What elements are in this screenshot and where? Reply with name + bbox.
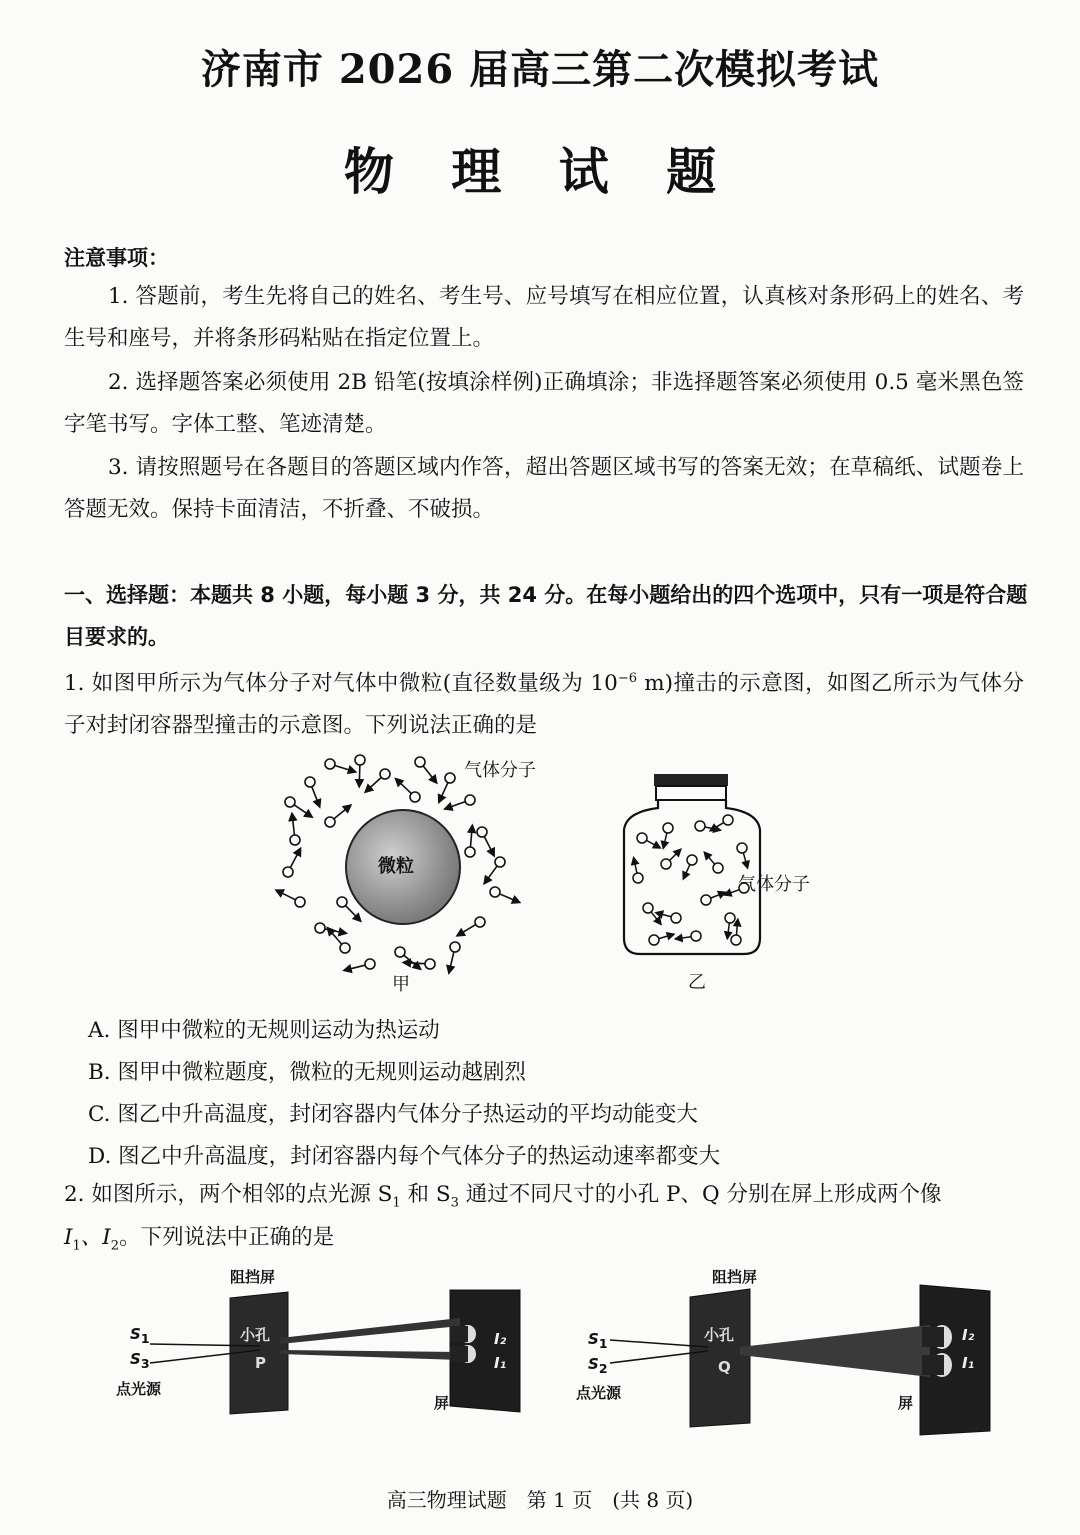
s2-label-left: $S_3$ <box>130 1350 150 1371</box>
page-footer: 高三物理试题 第 1 页 (共 8 页) <box>386 1488 694 1512</box>
screen-label-right: 屏 <box>898 1394 914 1412</box>
image-label-right-2: I₁ <box>962 1354 975 1372</box>
molecule-arrow <box>325 929 347 933</box>
gas-molecule <box>445 773 455 783</box>
hole-label-left: 小孔 <box>240 1326 271 1344</box>
gas-molecule <box>671 913 681 923</box>
gas-molecule <box>295 897 305 907</box>
gas-molecule <box>395 947 405 957</box>
gas-molecule <box>325 759 335 769</box>
q1-option-c: C. 图乙中升高温度，封闭容器内气体分子热运动的平均动能变大 <box>88 1102 698 1127</box>
molecule-arrow <box>292 813 294 835</box>
hole-mark-right: Q <box>718 1358 731 1376</box>
gas-molecule <box>643 903 653 913</box>
molecule-arrow <box>312 787 320 808</box>
molecule-arrow <box>727 923 729 939</box>
gas-molecule <box>725 913 735 923</box>
s1-label-right: $S_1$ <box>588 1330 608 1351</box>
notice-item-2: 2. 选择题答案必须使用 2B 铅笔(按填涂样例)正确填涂；非选择题答案必须使用 0.5 毫米黑色签字笔书写。字体工整、笔迹清楚。 <box>64 370 1024 437</box>
molecule-arrow <box>656 913 671 917</box>
gas-molecule <box>340 943 350 953</box>
figure-yi <box>618 768 768 963</box>
molecule-arrow <box>344 965 365 970</box>
gas-molecule <box>475 917 485 927</box>
molecule-arrow <box>359 765 360 787</box>
barrier-label-right: 阻挡屏 <box>712 1268 758 1286</box>
q1-option-b: B. 图甲中微粒题度，微粒的无规则运动越剧烈 <box>88 1060 526 1085</box>
gas-molecule <box>663 823 673 833</box>
molecule-arrow <box>449 952 454 973</box>
gas-molecule <box>649 935 659 945</box>
gas-molecule <box>450 942 460 952</box>
notice-item-1: 1. 答题前，考生先将自己的姓名、考生号、应号填写在相应位置，认真核对条形码上的姓名、考生号和座号，并将条形码粘贴在指定位置上。 <box>64 284 1024 351</box>
exam-title: 济南市 2026 届高三第二次模拟考试 <box>200 46 880 93</box>
q1-stem: 1. 如图甲所示为气体分子对气体中微粒(直径数量级为 $10^{-6}$ m)撞击的示意图，如图乙所示为气体分子对封闭容器型撞击的示意图。下列说法正确的是 <box>64 671 1024 739</box>
gas-molecule <box>661 859 671 869</box>
molecule-arrow <box>659 934 674 938</box>
molecule-arrow <box>294 805 312 817</box>
gas-molecule <box>737 843 747 853</box>
molecule-arrow <box>276 890 296 900</box>
gas-molecule <box>305 777 315 787</box>
molecule-arrow <box>457 925 476 936</box>
s1-label-left: $S_1$ <box>130 1325 150 1346</box>
molecule-arrow <box>470 825 472 847</box>
molecule-arrow <box>500 894 520 903</box>
molecule-arrow <box>445 802 466 809</box>
gas-molecule <box>315 923 325 933</box>
molecule-arrow <box>670 849 681 860</box>
particle-label: 微粒 <box>378 856 414 877</box>
notice-title: 注意事项： <box>64 246 169 270</box>
gas-molecule <box>337 897 347 907</box>
notice-item-3: 3. 请按照题号在各题目的答题区域内作答，超出答题区域书写的答案无效；在草稿纸、试题卷上答题无效。保持卡面清洁，不折叠、不破损。 <box>64 455 1024 522</box>
gas-molecule <box>283 867 293 877</box>
figure-q2-left <box>150 1290 550 1420</box>
gas-molecule <box>410 792 420 802</box>
molecule-arrow <box>646 840 660 848</box>
gas-molecule <box>495 857 505 867</box>
molecule-arrow <box>335 765 356 772</box>
image-label-left-2: I₁ <box>494 1354 507 1372</box>
gas-molecule <box>380 769 390 779</box>
molecule-arrow <box>423 766 437 783</box>
image-label-left-1: I₂ <box>494 1330 507 1348</box>
gas-molecule <box>687 855 697 865</box>
gas-molecule <box>465 847 475 857</box>
molecule-arrow <box>439 783 448 803</box>
molecule-arrow <box>675 937 691 939</box>
molecule-label-left: 气体分子 <box>464 760 536 781</box>
section-heading: 一、选择题：本题共 8 小题，每小题 3 分，共 24 分。在每小题给出的四个选项中，只有一项是符合题目要求的。 <box>64 583 1028 649</box>
gas-molecule <box>731 935 741 945</box>
figure-q2-right <box>600 1285 1000 1440</box>
gas-molecule <box>425 959 435 969</box>
gas-molecule <box>477 827 487 837</box>
molecule-arrow <box>663 833 667 849</box>
molecule-arrow <box>334 805 351 819</box>
gas-molecule <box>490 887 500 897</box>
hole-mark-left: P <box>255 1354 266 1372</box>
molecule-label-right: 气体分子 <box>738 874 810 895</box>
hole-label-right: 小孔 <box>704 1326 735 1344</box>
gas-molecule <box>713 863 723 873</box>
gas-molecule <box>691 931 701 941</box>
gas-molecule <box>695 821 705 831</box>
gas-molecule <box>290 835 300 845</box>
s2-label-right: $S_2$ <box>588 1355 608 1376</box>
molecule-arrow <box>484 866 497 884</box>
molecule-arrow <box>290 848 300 867</box>
gas-molecule <box>415 757 425 767</box>
q1-option-a: A. 图甲中微粒的无规则运动为热运动 <box>88 1018 440 1043</box>
barrier-label-left: 阻挡屏 <box>230 1268 276 1286</box>
molecule-arrow <box>345 906 360 922</box>
molecule-arrow <box>711 892 726 898</box>
q2-stem: 2. 如图所示，两个相邻的点光源 $S_1$ 和 $S_3$ 通过不同尺寸的小孔 P、Q 分别在屏上形成两个像 <box>64 1182 942 1211</box>
molecule-arrow <box>743 853 747 868</box>
gas-molecule <box>723 815 733 825</box>
molecule-arrow <box>484 836 494 856</box>
gas-molecule <box>325 817 335 827</box>
gas-molecule <box>701 895 711 905</box>
caption-jia: 甲 <box>392 974 410 995</box>
gas-molecule <box>633 873 643 883</box>
gas-molecule <box>355 755 365 765</box>
q1-option-d: D. 图乙中升高温度，封闭容器内每个气体分子的热运动速率都变大 <box>88 1144 721 1169</box>
screen-label-left: 屏 <box>434 1394 450 1412</box>
image-label-right-1: I₂ <box>962 1326 975 1344</box>
molecule-arrow <box>736 919 737 935</box>
molecule-arrow <box>634 857 637 873</box>
gas-molecule <box>465 795 475 805</box>
subject-title: 物 理 试 题 <box>343 142 737 201</box>
gas-molecule <box>285 797 295 807</box>
molecule-arrow <box>365 777 381 792</box>
caption-yi: 乙 <box>688 972 706 993</box>
source-label-right: 点光源 <box>576 1384 622 1402</box>
molecule-arrow <box>683 865 690 880</box>
gas-molecule <box>637 833 647 843</box>
gas-molecule <box>365 959 375 969</box>
molecule-arrow <box>704 852 714 864</box>
q2-stem-line2: $I_1$、$I_2$。下列说法中正确的是 <box>64 1225 335 1254</box>
molecule-arrow <box>395 778 411 793</box>
source-label-left: 点光源 <box>116 1380 162 1398</box>
